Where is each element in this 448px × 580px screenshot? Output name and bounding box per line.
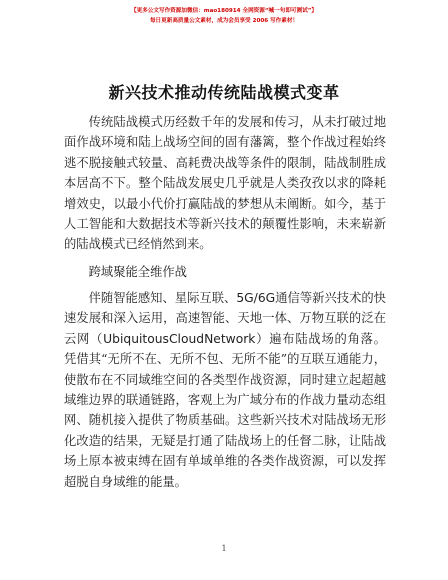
paragraph-1: [64, 112, 386, 255]
document-title: 新兴技术推动传统陆战模式变革: [108, 83, 340, 102]
page-number: 1: [221, 544, 227, 553]
paragraph-2-english-term: UbiquitousCloudNetwork: [103, 331, 256, 346]
promo-banner-line-2: 每日更新高质量公文素材，成为会员享受 2006 写作素材！: [149, 18, 299, 24]
paragraph-2-text: [64, 288, 386, 492]
paragraph-1-text: 传统陆战模式历经数千年的发展和传习，从未打破过地面作战环境和陆上战场空间的固有藩篱，整个作战过程始终逃不脱接触式较量、高耗费决战等条件的限制，陆战制胜成本居高不下。整个陆战发展史几乎就是人类孜孜以求的降耗增效史，以最小代价打赢陆战的梦想从未阐断。如今，基于人工智能和大数据技术等新兴技术的颠覆性影响，未来崭新的陆战模式已经悄然到来。: [64, 115, 386, 252]
section-heading-text: 跨域聚能全维作战: [88, 265, 187, 279]
paragraph-2: [64, 288, 386, 492]
section-heading: [64, 262, 187, 282]
paragraph-2-part-c: ）遍布陆战场的角落。凭借其“无所不在、无所不包、无所不能”的互联互通能力，使散布在不同域维空间的各类型作战资源，同时建立起超越域维边界的联通链路，客观上为广域分布的作战力量动态组网、随机接入提供了物质基础。这些新兴技术对陆战场无形化改造的结果，无疑是打通了陆战场上的任督二脉，让陆战场上原本被束缚在固有单域单维的各类作战资源，可以发挥超脱自身域维的能量。: [64, 331, 386, 489]
paragraph-2-tech-term: 5G/6G: [236, 291, 276, 305]
promo-banner-line-1: 【更多公文写作资源加微信：mao180914 全网资源“喊一句即可测试”】: [131, 8, 317, 14]
paragraph-2-part-a: 伴随智能感知、星际互联、: [88, 291, 237, 305]
promo-banner: [0, 6, 448, 26]
paragraph-2-part-b: 通信等新兴技术的快速发展和深入运用，高速智能、天地一体、万物互联的泛在云网（: [64, 291, 386, 346]
